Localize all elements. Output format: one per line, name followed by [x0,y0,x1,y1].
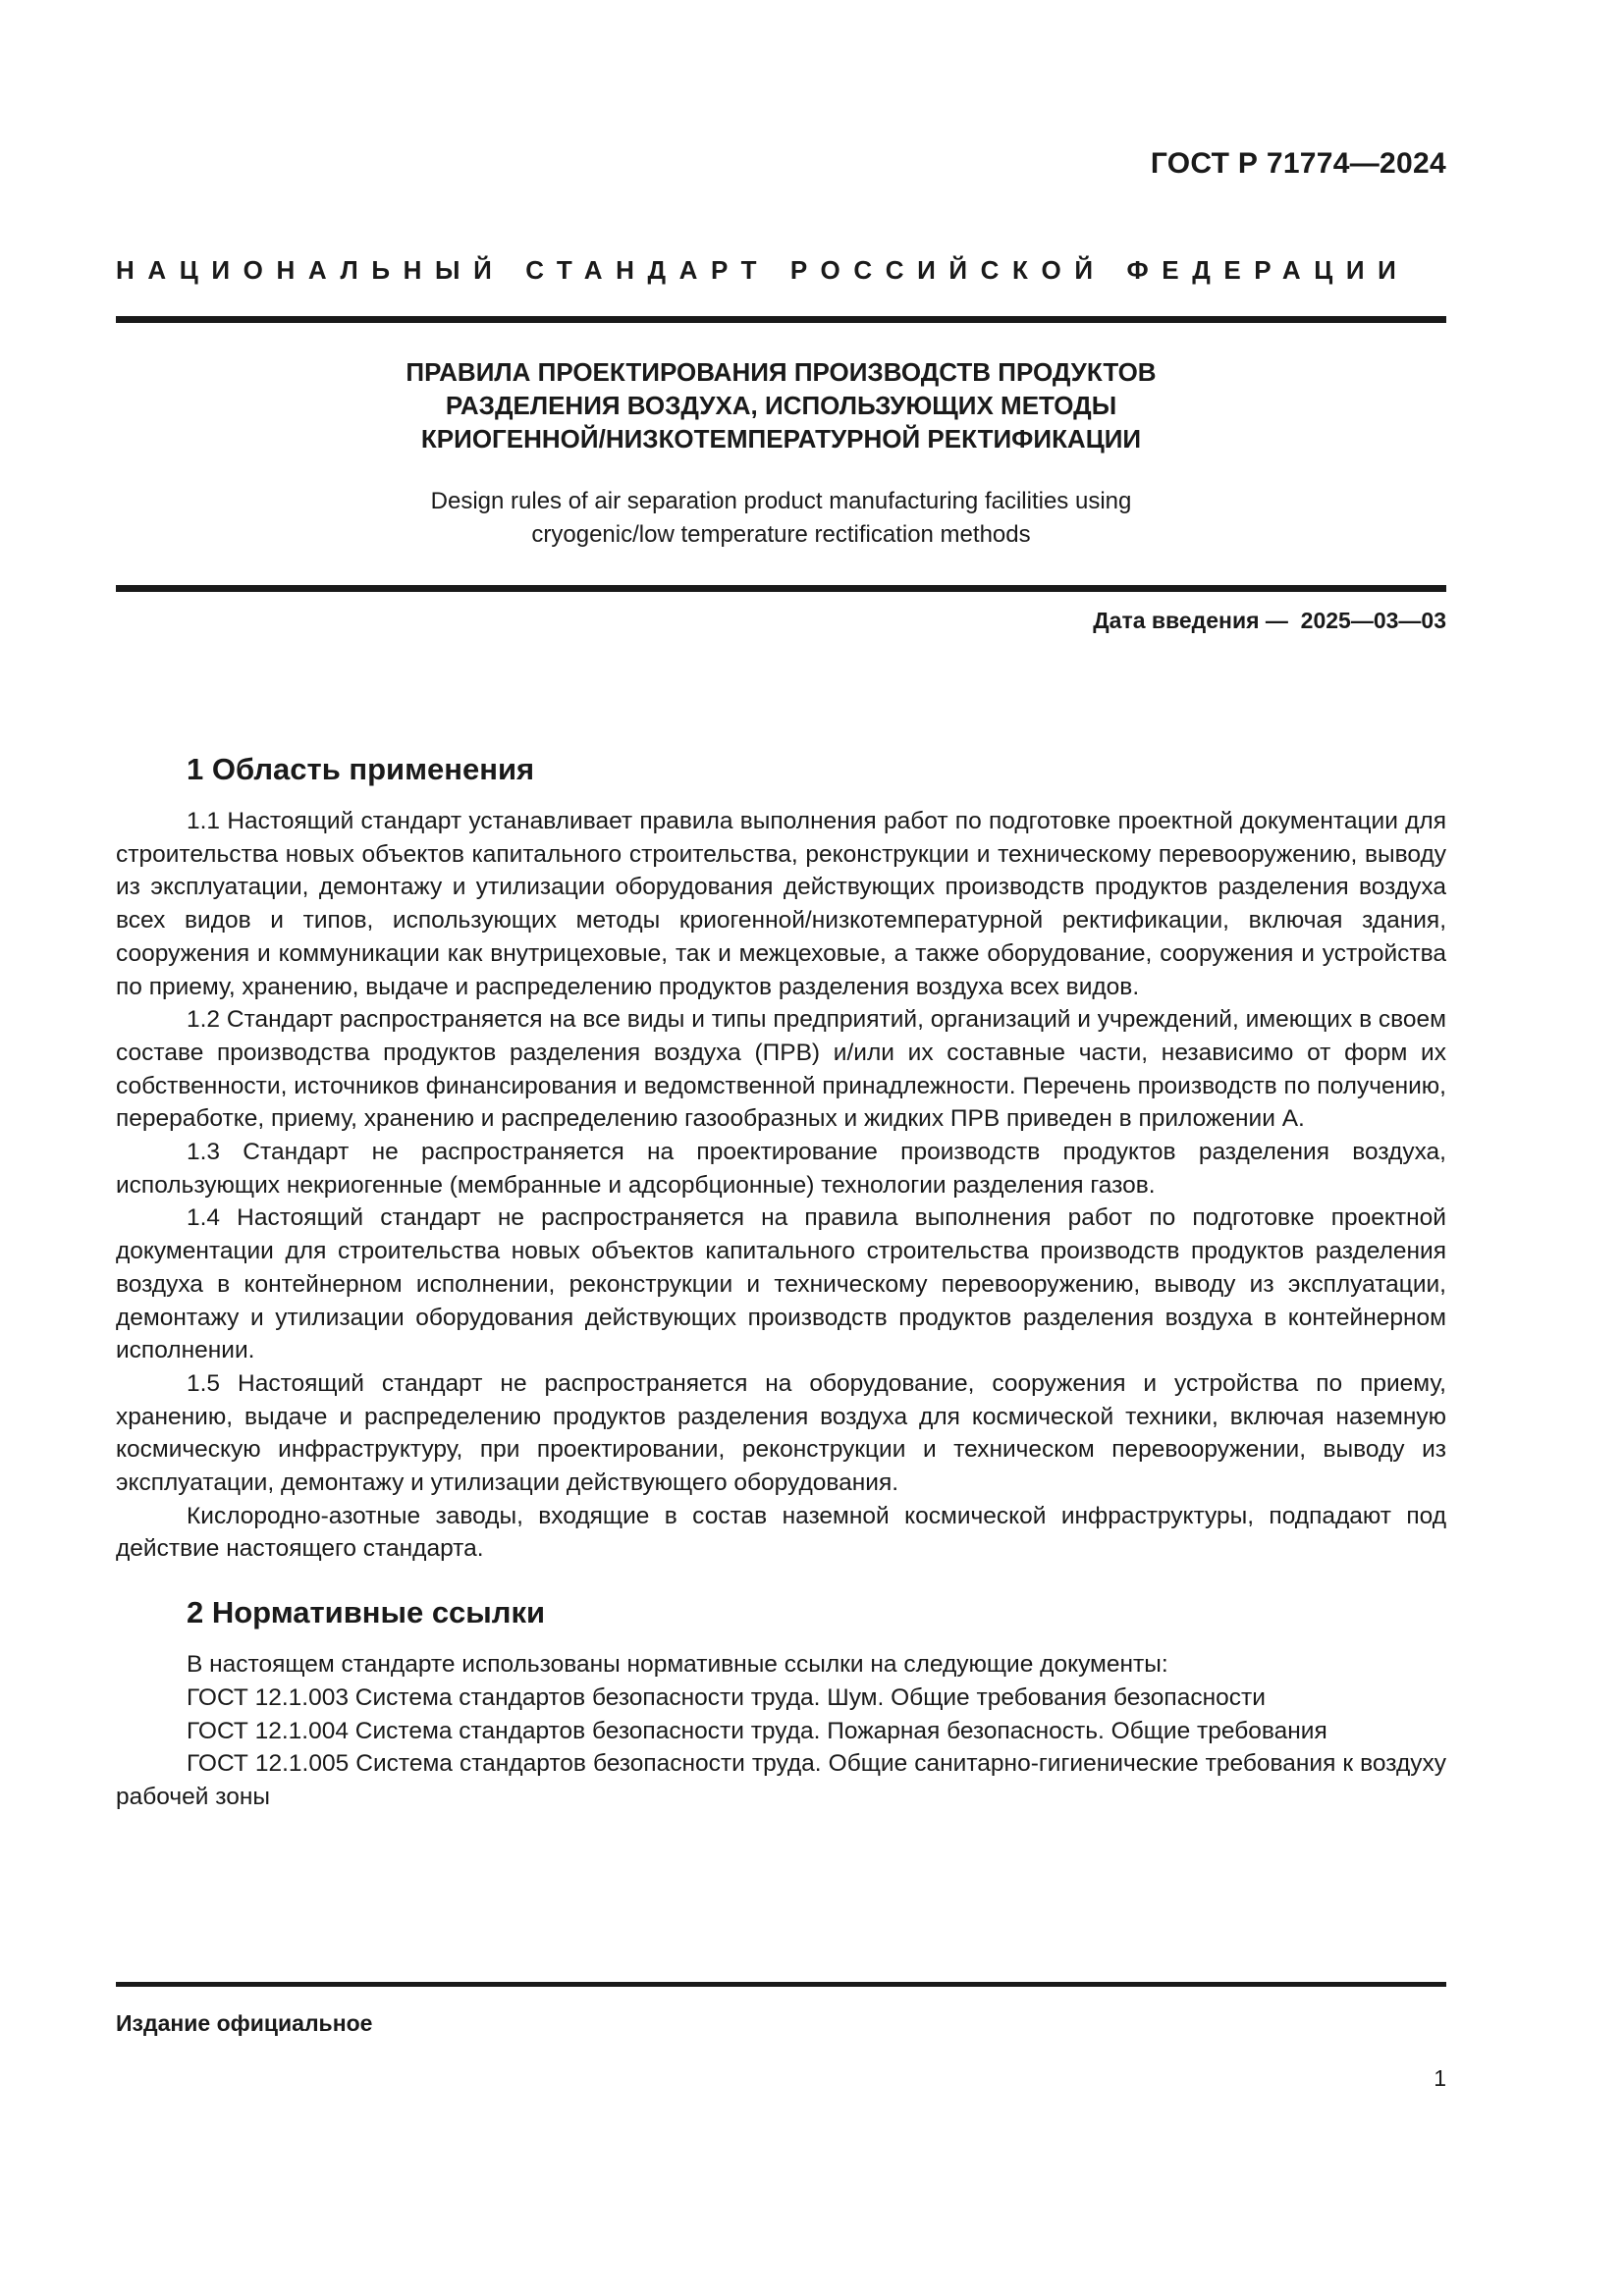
section-2-body [116,1648,1446,1814]
national-standard-banner: НАЦИОНАЛЬНЫЙ СТАНДАРТ РОССИЙСКОЙ ФЕДЕРАЦИИ [116,255,1410,285]
title-divider [116,585,1446,592]
paragraph: 1.1 Настоящий стандарт устанавливает правила выполнения работ по подготовке проектной документации для строительства новых объектов капитального строительства, реконструкции и техническому перевооружению, выводу из эксплуатации, демонтажу и утилизации оборудования действующих производств продуктов разделения воздуха всех видов и типов, использующих методы криогенной/низкотемпературной ректификации, включая здания, сооружения и коммуникации как внутрицеховые, так и межцеховые, а также оборудование, сооружения и устройства по приему, хранению, выдаче и распределению продуктов разделения воздуха всех видов. [116,808,1446,1000]
section-2-heading: 2 Нормативные ссылки [187,1595,546,1630]
official-edition-label: Издание официальное [116,2010,373,2036]
paragraph: 1.4 Настоящий стандарт не распространяется на правила выполнения работ по подготовке проектной документации для строительства новых объектов капитального строительства производств продуктов разделения воздуха в контейнерном исполнении, реконструкции и техническому перевооружению, выводу из эксплуатации, демонтажу и утилизации оборудования действующих производств продуктов разделения воздуха в контейнерном исполнении. [116,1204,1446,1364]
reference-item: ГОСТ 12.1.004 Система стандартов безопасности труда. Пожарная безопасность. Общие требования [187,1717,1327,1744]
footer-divider [116,1982,1446,1987]
title-ru-line: КРИОГЕННОЙ/НИЗКОТЕМПЕРАТУРНОЙ РЕКТИФИКАЦИИ [420,424,1142,454]
title-russian [116,355,1446,455]
section-1-heading: 1 Область применения [187,752,535,786]
title-ru-line: ПРАВИЛА ПРОЕКТИРОВАНИЯ ПРОИЗВОДСТВ ПРОДУКТОВ [406,357,1157,387]
introduction-date: Дата введения — 2025—03—03 [1093,608,1446,633]
paragraph: 1.2 Стандарт распространяется на все виды и типы предприятий, организаций и учреждений, имеющих в своем составе производства продуктов разделения воздуха (ПРВ) и/или их составные части, независимо от форм их собственности, источников финансирования и ведомственной принадлежности. Перечень производств по получению, переработке, приему, хранению и распределению газообразных и жидких ПРВ приведен в приложении А. [116,1006,1446,1133]
document-body [116,748,1446,1814]
reference-item: ГОСТ 12.1.003 Система стандартов безопасности труда. Шум. Общие требования безопасности [187,1683,1266,1711]
title-ru-line: РАЗДЕЛЕНИЯ ВОЗДУХА, ИСПОЛЬЗУЮЩИХ МЕТОДЫ [445,391,1117,420]
paragraph: Кислородно-азотные заводы, входящие в состав наземной космической инфраструктуры, подпадают под действие настоящего стандарта. [116,1502,1446,1563]
title-english [116,485,1446,552]
title-en-line: Design rules of air separation product manufacturing facilities using [430,488,1132,514]
top-divider [116,316,1446,323]
title-en-line: cryogenic/low temperature rectification methods [531,521,1031,548]
paragraph: В настоящем стандарте использованы нормативные ссылки на следующие документы: [187,1651,1168,1679]
page-number: 1 [1434,2065,1446,2091]
document-code: ГОСТ Р 71774—2024 [1150,147,1446,180]
paragraph: 1.5 Настоящий стандарт не распространяется на оборудование, сооружения и устройства по приему, хранению, выдаче и распределению продуктов разделения воздуха для космической техники, включая наземную космическую инфраструктуру, при проектировании, реконструкции и техническом перевооружении, выводу из эксплуатации, демонтажу и утилизации действующего оборудования. [116,1369,1446,1497]
reference-item: ГОСТ 12.1.005 Система стандартов безопасности труда. Общие санитарно-гигиенические требования к воздуху рабочей зоны [116,1750,1446,1810]
section-1-body [116,805,1446,1566]
paragraph: 1.3 Стандарт не распространяется на проектирование производств продуктов разделения воздуха, использующих некриогенные (мембранные и адсорбционные) технологии разделения газов. [116,1139,1446,1199]
